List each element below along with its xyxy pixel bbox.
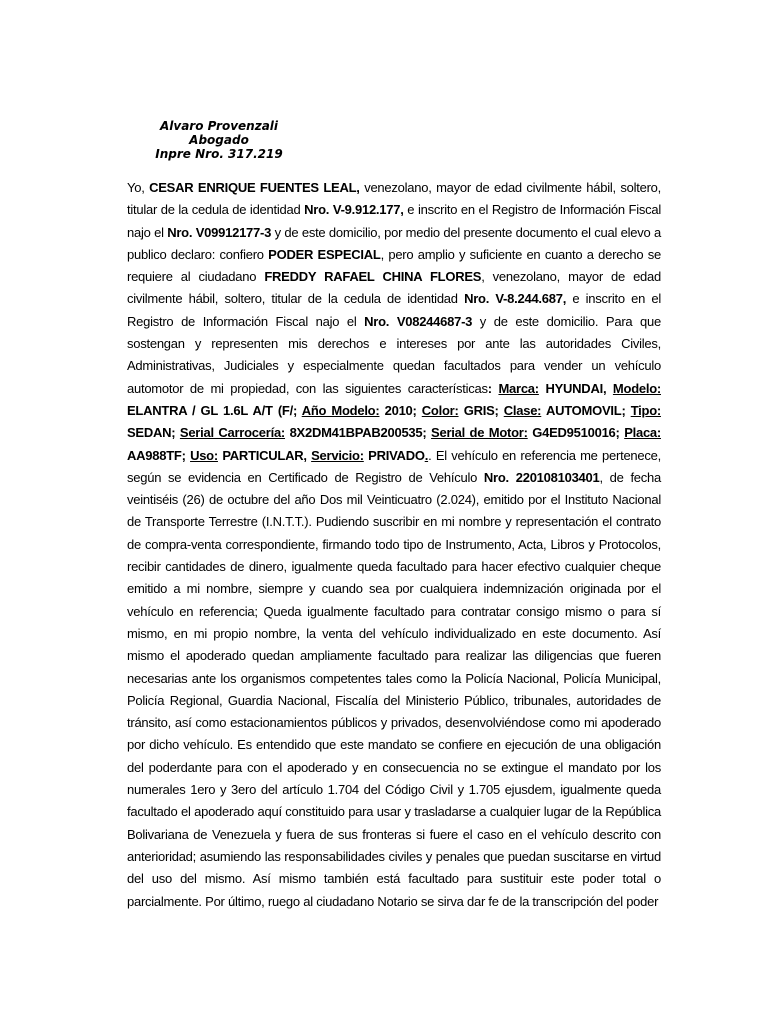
lawyer-name: Alvaro Provenzali: [159, 119, 279, 133]
servicio-end: .: [424, 447, 429, 463]
text-run: Yo,: [127, 180, 150, 195]
carroceria-label: Serial Carrocería:: [179, 425, 286, 441]
uso-label: Uso:: [190, 447, 218, 463]
text-run: y de este domicilio, por medio del presente documento el cual elevo a publico declaro: confiero: [127, 224, 661, 262]
carroceria-value: 8X2DM41BPAB200535;: [285, 425, 432, 441]
power-type: PODER ESPECIAL: [268, 246, 381, 262]
clase-label: Clase:: [503, 402, 542, 418]
letterhead: [150, 119, 288, 161]
agent-name: FREDDY RAFAEL CHINA FLORES: [264, 269, 482, 285]
servicio-value: PRIVADO: [363, 447, 425, 463]
marca-value: HYUNDAI,: [538, 380, 613, 396]
tipo-value: SEDAN;: [127, 425, 180, 441]
text-run: , de fecha veintiséis (26) de octubre del año Dos mil Veinticuatro (2.024), emitido por el Instituto Nacional de Transporte Terrestre (I.N.T.T.). Pudiendo suscribir en mi nombre y representación el contrato de compra-venta correspondiente, firmando todo tipo de Instrumento, Acta, Libros y Protocolos, recibir cantidades de dinero, igualmente queda facultado para hacer efectivo cualquier cheque emitido a mi nombre, siempre y cuando sea por cualquiera indemnización originada por el vehículo en referencia; Queda igualmente facultado para contratar consigo mismo o para sí mismo, en mi propio nombre, la venta del vehículo individualizado en este documento. Así mismo el apoderado quedan ampliamente facultado para realizar las diligencias que fueren necesarias ante los organismos competentes tales como la Policía Nacional, Policía Municipal, Policía Regional, Guardia Nacional, Fiscalía del Ministerio Público, tribunales, autoridades de tránsito, así como estacionamientos públicos y privados, desenvolviéndose como mi apoderado por dicho vehículo. Es entendido que este mandato se confiere en ejecución de una obligación del poderdante para con el apoderado y en consecuencia no se extingue el mandato por los numerales 1ero y 3ero del artículo 1.704 del Código Civil y 1.705 ejusdem, igualmente queda facultado el apoderado aquí constituido para usar y trasladarse a cualquier lugar de la República Bolivariana de Venezuela y fuera de sus fronteras si fuere el caso en el vehículo descrito con anterioridad; asumiendo las responsabilidades civiles y penales que puedan suscitarse en virtud del uso del mismo. Así mismo también está facultado para sustituir este poder total o parcialmente. Por último, ruego al ciudadano Notario se sirva dar fe de la transcripción del poder: [127, 469, 661, 909]
grantor-rif: Nro. V09912177-3: [167, 224, 272, 240]
modelo-label: Modelo:: [612, 380, 661, 396]
placa-value: AA988TF;: [127, 447, 191, 463]
certificate-number: Nro. 220108103401: [483, 469, 600, 485]
inpre-number: Inpre Nro. 317.219: [155, 147, 283, 161]
colon: :: [487, 380, 499, 396]
motor-value: G4ED9510016;: [527, 425, 625, 441]
lawyer-title: Abogado: [189, 133, 249, 147]
anio-label: Año Modelo:: [301, 402, 380, 418]
text-run: y de este domicilio. Para que sostengan y representen mis derechos e intereses por ante las autoridades Civiles, Administrativas, Judiciales y especialmente quedan facultados para vender un vehículo automotor de mi propiedad, con las siguientes características: [127, 313, 661, 396]
agent-id: Nro. V-8.244.687,: [464, 291, 567, 307]
motor-label: Serial de Motor:: [431, 425, 528, 441]
power-of-attorney-text: [127, 177, 661, 913]
text-run: . El vehículo en referencia me pertenece, según se evidencia en Certificado de Registro de Vehículo: [127, 447, 661, 485]
text-run: e inscrito en el Registro de Información Fiscal najo el: [127, 291, 662, 329]
text-run: , pero amplio y suficiente en cuanto a derecho se requiere al ciudadano: [127, 246, 662, 285]
servicio-label: Servicio:: [311, 447, 364, 463]
grantor-id: Nro. V-9.912.177,: [304, 202, 404, 218]
placa-label: Placa:: [624, 425, 661, 441]
marca-label: Marca:: [498, 380, 539, 396]
text-run: , venezolano, mayor de edad civilmente hábil, soltero, titular de la cedula de identidad: [127, 269, 662, 307]
color-value: GRIS;: [458, 402, 504, 418]
color-label: Color:: [421, 402, 459, 418]
modelo-value: ELANTRA / GL 1.6L A/T (F/;: [127, 402, 302, 418]
anio-value: 2010;: [379, 402, 422, 418]
text-run: venezolano, mayor de edad civilmente hábil, soltero, titular de la cedula de identidad: [127, 180, 662, 218]
agent-rif: Nro. V08244687-3: [364, 313, 473, 329]
uso-value: PARTICULAR,: [217, 447, 312, 463]
text-run: e inscrito en el Registro de Información Fiscal najo el: [127, 202, 661, 240]
grantor-name: CESAR ENRIQUE FUENTES LEAL,: [149, 180, 360, 195]
tipo-label: Tipo:: [630, 402, 661, 418]
clase-value: AUTOMOVIL;: [541, 402, 631, 418]
